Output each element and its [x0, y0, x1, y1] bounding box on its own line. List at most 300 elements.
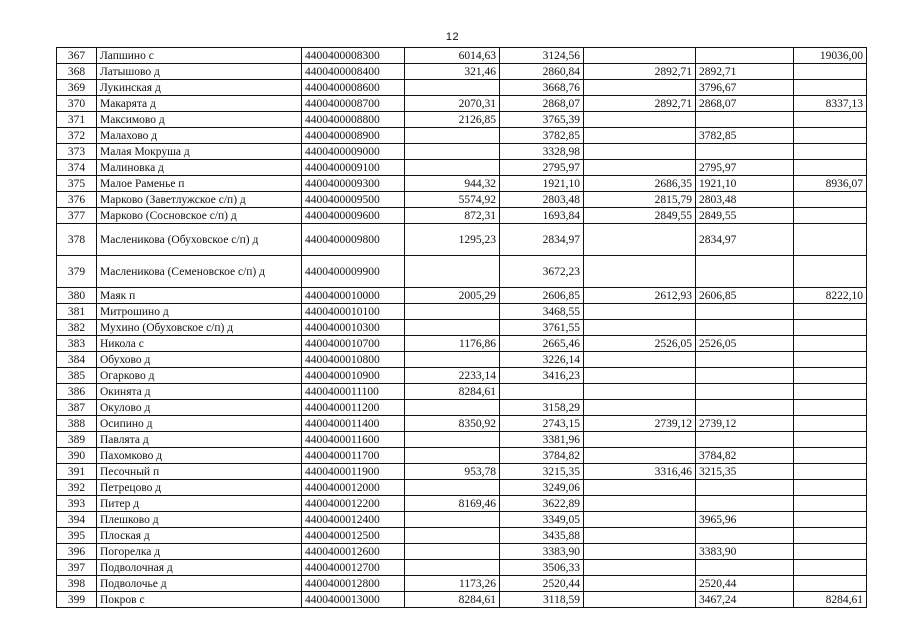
settlement-code: 4400400010300 — [302, 320, 405, 336]
value-col-4: 3796,67 — [696, 80, 794, 96]
row-number: 381 — [57, 304, 97, 320]
value-col-1 — [405, 256, 500, 288]
value-col-5: 8936,07 — [794, 176, 867, 192]
value-col-1 — [405, 528, 500, 544]
value-col-1: 8284,61 — [405, 592, 500, 608]
settlement-code: 4400400008300 — [302, 48, 405, 64]
value-col-5 — [794, 128, 867, 144]
value-col-2: 3435,88 — [500, 528, 584, 544]
row-number: 392 — [57, 480, 97, 496]
table-row — [57, 432, 867, 448]
value-col-1: 8169,46 — [405, 496, 500, 512]
value-col-1 — [405, 432, 500, 448]
value-col-1 — [405, 80, 500, 96]
value-col-1: 1176,86 — [405, 336, 500, 352]
settlement-code: 4400400012600 — [302, 544, 405, 560]
value-col-2: 3328,98 — [500, 144, 584, 160]
settlement-code: 4400400008900 — [302, 128, 405, 144]
value-col-5 — [794, 496, 867, 512]
value-col-2: 3782,85 — [500, 128, 584, 144]
table-row — [57, 256, 867, 288]
value-col-4: 2849,55 — [696, 208, 794, 224]
table-row — [57, 208, 867, 224]
table-row — [57, 96, 867, 112]
value-col-2: 2868,07 — [500, 96, 584, 112]
row-number: 374 — [57, 160, 97, 176]
value-col-4: 2526,05 — [696, 336, 794, 352]
settlement-code: 4400400010900 — [302, 368, 405, 384]
value-col-4: 2520,44 — [696, 576, 794, 592]
row-number: 370 — [57, 96, 97, 112]
value-col-5 — [794, 384, 867, 400]
value-col-5 — [794, 544, 867, 560]
value-col-5 — [794, 528, 867, 544]
value-col-4: 3215,35 — [696, 464, 794, 480]
table-row — [57, 224, 867, 256]
value-col-2: 3468,55 — [500, 304, 584, 320]
value-col-5 — [794, 256, 867, 288]
value-col-3: 2892,71 — [584, 64, 696, 80]
value-col-2: 2606,85 — [500, 288, 584, 304]
value-col-3: 2849,55 — [584, 208, 696, 224]
settlement-code: 4400400009300 — [302, 176, 405, 192]
settlement-name: Погорелка д — [97, 544, 302, 560]
value-col-2: 3668,76 — [500, 80, 584, 96]
settlement-code: 4400400012800 — [302, 576, 405, 592]
table-row — [57, 464, 867, 480]
value-col-3 — [584, 128, 696, 144]
value-col-3 — [584, 512, 696, 528]
row-number: 393 — [57, 496, 97, 512]
value-col-1 — [405, 480, 500, 496]
value-col-1: 2233,14 — [405, 368, 500, 384]
settlement-code: 4400400008600 — [302, 80, 405, 96]
value-col-1 — [405, 144, 500, 160]
value-col-3 — [584, 304, 696, 320]
table-row — [57, 288, 867, 304]
row-number: 380 — [57, 288, 97, 304]
table-row — [57, 512, 867, 528]
value-col-4: 2606,85 — [696, 288, 794, 304]
table-row — [57, 480, 867, 496]
value-col-3 — [584, 352, 696, 368]
value-col-4 — [696, 480, 794, 496]
settlement-code: 4400400009800 — [302, 224, 405, 256]
settlement-name: Митрошино д — [97, 304, 302, 320]
value-col-1 — [405, 320, 500, 336]
table-row — [57, 176, 867, 192]
settlement-name: Плоская д — [97, 528, 302, 544]
table-row — [57, 384, 867, 400]
settlement-code: 4400400012200 — [302, 496, 405, 512]
value-col-4: 2795,97 — [696, 160, 794, 176]
table-row — [57, 112, 867, 128]
table-row — [57, 304, 867, 320]
table-row — [57, 48, 867, 64]
value-col-1 — [405, 304, 500, 320]
value-col-5 — [794, 480, 867, 496]
settlement-name: Окинята д — [97, 384, 302, 400]
value-col-2: 3226,14 — [500, 352, 584, 368]
row-number: 387 — [57, 400, 97, 416]
value-col-1: 321,46 — [405, 64, 500, 80]
value-col-3 — [584, 224, 696, 256]
settlement-name: Подволочная д — [97, 560, 302, 576]
settlement-name: Мухино (Обуховское с/п) д — [97, 320, 302, 336]
settlement-code: 4400400012400 — [302, 512, 405, 528]
value-col-3 — [584, 432, 696, 448]
value-col-4 — [696, 528, 794, 544]
settlement-name: Максимово д — [97, 112, 302, 128]
table-row — [57, 80, 867, 96]
value-col-3 — [584, 448, 696, 464]
value-col-5 — [794, 400, 867, 416]
value-col-5 — [794, 448, 867, 464]
value-col-1: 944,32 — [405, 176, 500, 192]
settlement-code: 4400400009600 — [302, 208, 405, 224]
row-number: 375 — [57, 176, 97, 192]
row-number: 389 — [57, 432, 97, 448]
table-row — [57, 576, 867, 592]
value-col-1: 1295,23 — [405, 224, 500, 256]
row-number: 396 — [57, 544, 97, 560]
settlement-name: Лукинская д — [97, 80, 302, 96]
row-number: 367 — [57, 48, 97, 64]
row-number: 398 — [57, 576, 97, 592]
settlement-code: 4400400011700 — [302, 448, 405, 464]
value-col-3 — [584, 528, 696, 544]
value-col-4: 3784,82 — [696, 448, 794, 464]
value-col-2: 3672,23 — [500, 256, 584, 288]
table-row — [57, 496, 867, 512]
settlement-code: 4400400010100 — [302, 304, 405, 320]
settlement-code: 4400400008800 — [302, 112, 405, 128]
row-number: 382 — [57, 320, 97, 336]
value-col-1: 8284,61 — [405, 384, 500, 400]
value-col-5: 8284,61 — [794, 592, 867, 608]
value-col-1 — [405, 512, 500, 528]
settlement-name: Маяк п — [97, 288, 302, 304]
value-col-2: 2834,97 — [500, 224, 584, 256]
table-row — [57, 160, 867, 176]
value-col-5 — [794, 432, 867, 448]
value-col-3 — [584, 496, 696, 512]
value-col-4: 3467,24 — [696, 592, 794, 608]
settlement-code: 4400400011900 — [302, 464, 405, 480]
page-number: 12 — [445, 31, 460, 43]
row-number: 376 — [57, 192, 97, 208]
value-col-1 — [405, 560, 500, 576]
table-row — [57, 128, 867, 144]
settlement-name: Марково (Заветлужское с/п) д — [97, 192, 302, 208]
table-row — [57, 64, 867, 80]
value-col-4 — [696, 304, 794, 320]
value-col-3 — [584, 576, 696, 592]
settlement-name: Песочный п — [97, 464, 302, 480]
value-col-1: 8350,92 — [405, 416, 500, 432]
table-body — [57, 48, 867, 608]
value-col-1 — [405, 160, 500, 176]
settlement-code: 4400400011200 — [302, 400, 405, 416]
row-number: 383 — [57, 336, 97, 352]
value-col-3: 2612,93 — [584, 288, 696, 304]
value-col-1: 1173,26 — [405, 576, 500, 592]
table-row — [57, 144, 867, 160]
value-col-5: 8337,13 — [794, 96, 867, 112]
row-number: 368 — [57, 64, 97, 80]
row-number: 369 — [57, 80, 97, 96]
value-col-4: 3383,90 — [696, 544, 794, 560]
value-col-2: 1921,10 — [500, 176, 584, 192]
value-col-2: 2743,15 — [500, 416, 584, 432]
settlement-name: Малахово д — [97, 128, 302, 144]
value-col-1 — [405, 448, 500, 464]
value-col-3 — [584, 144, 696, 160]
value-col-5 — [794, 320, 867, 336]
value-col-2: 3416,23 — [500, 368, 584, 384]
table-row — [57, 592, 867, 608]
value-col-4: 2834,97 — [696, 224, 794, 256]
row-number: 385 — [57, 368, 97, 384]
table-row — [57, 336, 867, 352]
settlement-code: 4400400009100 — [302, 160, 405, 176]
settlement-name: Масленикова (Семеновское с/п) д — [97, 256, 302, 288]
row-number: 371 — [57, 112, 97, 128]
settlement-name: Пахомково д — [97, 448, 302, 464]
value-col-4: 2803,48 — [696, 192, 794, 208]
value-col-5 — [794, 112, 867, 128]
value-col-3: 2686,35 — [584, 176, 696, 192]
value-col-2 — [500, 384, 584, 400]
value-col-5 — [794, 352, 867, 368]
settlement-code: 4400400009000 — [302, 144, 405, 160]
value-col-1: 6014,63 — [405, 48, 500, 64]
value-col-3 — [584, 592, 696, 608]
value-col-2: 3765,39 — [500, 112, 584, 128]
value-col-4 — [696, 432, 794, 448]
settlements-table — [56, 47, 867, 608]
value-col-2: 3215,35 — [500, 464, 584, 480]
value-col-5 — [794, 160, 867, 176]
settlement-code: 4400400009500 — [302, 192, 405, 208]
value-col-4 — [696, 368, 794, 384]
settlement-name: Латышово д — [97, 64, 302, 80]
value-col-1: 5574,92 — [405, 192, 500, 208]
value-col-5 — [794, 224, 867, 256]
row-number: 399 — [57, 592, 97, 608]
value-col-4 — [696, 48, 794, 64]
value-col-2: 2520,44 — [500, 576, 584, 592]
value-col-1 — [405, 400, 500, 416]
value-col-2: 3381,96 — [500, 432, 584, 448]
table-row — [57, 400, 867, 416]
row-number: 391 — [57, 464, 97, 480]
value-col-5 — [794, 304, 867, 320]
value-col-3 — [584, 368, 696, 384]
row-number: 386 — [57, 384, 97, 400]
value-col-1 — [405, 352, 500, 368]
settlement-name: Обухово д — [97, 352, 302, 368]
value-col-1: 953,78 — [405, 464, 500, 480]
row-number: 373 — [57, 144, 97, 160]
table-row — [57, 352, 867, 368]
value-col-3 — [584, 544, 696, 560]
settlement-name: Плешково д — [97, 512, 302, 528]
value-col-3 — [584, 560, 696, 576]
value-col-2: 3622,89 — [500, 496, 584, 512]
value-col-2: 3124,56 — [500, 48, 584, 64]
value-col-5 — [794, 80, 867, 96]
settlement-name: Марково (Сосновское с/п) д — [97, 208, 302, 224]
settlement-name: Подволочье д — [97, 576, 302, 592]
settlement-code: 4400400010000 — [302, 288, 405, 304]
value-col-2: 3506,33 — [500, 560, 584, 576]
settlement-name: Макарята д — [97, 96, 302, 112]
value-col-3 — [584, 320, 696, 336]
table-row — [57, 544, 867, 560]
value-col-2: 3249,06 — [500, 480, 584, 496]
row-number: 379 — [57, 256, 97, 288]
settlement-code: 4400400013000 — [302, 592, 405, 608]
value-col-3 — [584, 384, 696, 400]
value-col-1 — [405, 544, 500, 560]
value-col-5 — [794, 560, 867, 576]
value-col-3 — [584, 48, 696, 64]
value-col-5 — [794, 336, 867, 352]
value-col-5 — [794, 416, 867, 432]
settlement-name: Лапшино с — [97, 48, 302, 64]
value-col-4 — [696, 112, 794, 128]
value-col-2: 2860,84 — [500, 64, 584, 80]
value-col-4: 1921,10 — [696, 176, 794, 192]
value-col-3 — [584, 256, 696, 288]
settlement-name: Покров с — [97, 592, 302, 608]
value-col-3 — [584, 112, 696, 128]
value-col-4: 3965,96 — [696, 512, 794, 528]
value-col-4 — [696, 384, 794, 400]
value-col-5: 8222,10 — [794, 288, 867, 304]
value-col-5 — [794, 464, 867, 480]
settlement-name: Питер д — [97, 496, 302, 512]
row-number: 372 — [57, 128, 97, 144]
table-row — [57, 368, 867, 384]
value-col-4: 2739,12 — [696, 416, 794, 432]
settlement-code: 4400400011400 — [302, 416, 405, 432]
value-col-1: 2005,29 — [405, 288, 500, 304]
value-col-2: 2803,48 — [500, 192, 584, 208]
value-col-4: 2868,07 — [696, 96, 794, 112]
value-col-2: 1693,84 — [500, 208, 584, 224]
value-col-3: 2526,05 — [584, 336, 696, 352]
value-col-4 — [696, 352, 794, 368]
table-row — [57, 320, 867, 336]
value-col-5 — [794, 576, 867, 592]
settlement-name: Малая Мокруша д — [97, 144, 302, 160]
settlement-code: 4400400012700 — [302, 560, 405, 576]
value-col-5 — [794, 144, 867, 160]
row-number: 390 — [57, 448, 97, 464]
settlement-name: Никола с — [97, 336, 302, 352]
value-col-1 — [405, 128, 500, 144]
row-number: 384 — [57, 352, 97, 368]
settlement-code: 4400400010800 — [302, 352, 405, 368]
value-col-2: 2795,97 — [500, 160, 584, 176]
value-col-5 — [794, 208, 867, 224]
settlement-name: Павлята д — [97, 432, 302, 448]
value-col-2: 3158,29 — [500, 400, 584, 416]
row-number: 377 — [57, 208, 97, 224]
table-row — [57, 448, 867, 464]
settlement-code: 4400400010700 — [302, 336, 405, 352]
settlement-code: 4400400011100 — [302, 384, 405, 400]
row-number: 395 — [57, 528, 97, 544]
row-number: 378 — [57, 224, 97, 256]
settlement-code: 4400400012000 — [302, 480, 405, 496]
settlement-name: Малое Раменье п — [97, 176, 302, 192]
value-col-2: 3383,90 — [500, 544, 584, 560]
value-col-4 — [696, 560, 794, 576]
value-col-1: 872,31 — [405, 208, 500, 224]
value-col-5 — [794, 192, 867, 208]
settlement-name: Масленикова (Обуховское с/п) д — [97, 224, 302, 256]
value-col-4: 3782,85 — [696, 128, 794, 144]
settlement-name: Малиновка д — [97, 160, 302, 176]
table-row — [57, 192, 867, 208]
settlement-code: 4400400011600 — [302, 432, 405, 448]
value-col-3: 3316,46 — [584, 464, 696, 480]
settlement-name: Огарково д — [97, 368, 302, 384]
settlement-code: 4400400008700 — [302, 96, 405, 112]
settlement-code: 4400400012500 — [302, 528, 405, 544]
value-col-2: 3118,59 — [500, 592, 584, 608]
value-col-1: 2070,31 — [405, 96, 500, 112]
row-number: 394 — [57, 512, 97, 528]
settlement-name: Петрецово д — [97, 480, 302, 496]
value-col-3 — [584, 400, 696, 416]
row-number: 388 — [57, 416, 97, 432]
value-col-3 — [584, 480, 696, 496]
value-col-4 — [696, 320, 794, 336]
settlement-code: 4400400008400 — [302, 64, 405, 80]
value-col-3 — [584, 160, 696, 176]
table-row — [57, 560, 867, 576]
settlement-name: Окулово д — [97, 400, 302, 416]
value-col-3: 2815,79 — [584, 192, 696, 208]
value-col-4 — [696, 256, 794, 288]
value-col-2: 3349,05 — [500, 512, 584, 528]
value-col-4 — [696, 144, 794, 160]
value-col-2: 3784,82 — [500, 448, 584, 464]
value-col-5 — [794, 368, 867, 384]
value-col-2: 2665,46 — [500, 336, 584, 352]
value-col-3: 2892,71 — [584, 96, 696, 112]
table-row — [57, 528, 867, 544]
value-col-4 — [696, 496, 794, 512]
value-col-3 — [584, 80, 696, 96]
value-col-5 — [794, 512, 867, 528]
value-col-4 — [696, 400, 794, 416]
table-row — [57, 416, 867, 432]
row-number: 397 — [57, 560, 97, 576]
settlement-name: Осипино д — [97, 416, 302, 432]
value-col-2: 3761,55 — [500, 320, 584, 336]
settlement-code: 4400400009900 — [302, 256, 405, 288]
value-col-5: 19036,00 — [794, 48, 867, 64]
value-col-1: 2126,85 — [405, 112, 500, 128]
value-col-4: 2892,71 — [696, 64, 794, 80]
value-col-5 — [794, 64, 867, 80]
value-col-3: 2739,12 — [584, 416, 696, 432]
